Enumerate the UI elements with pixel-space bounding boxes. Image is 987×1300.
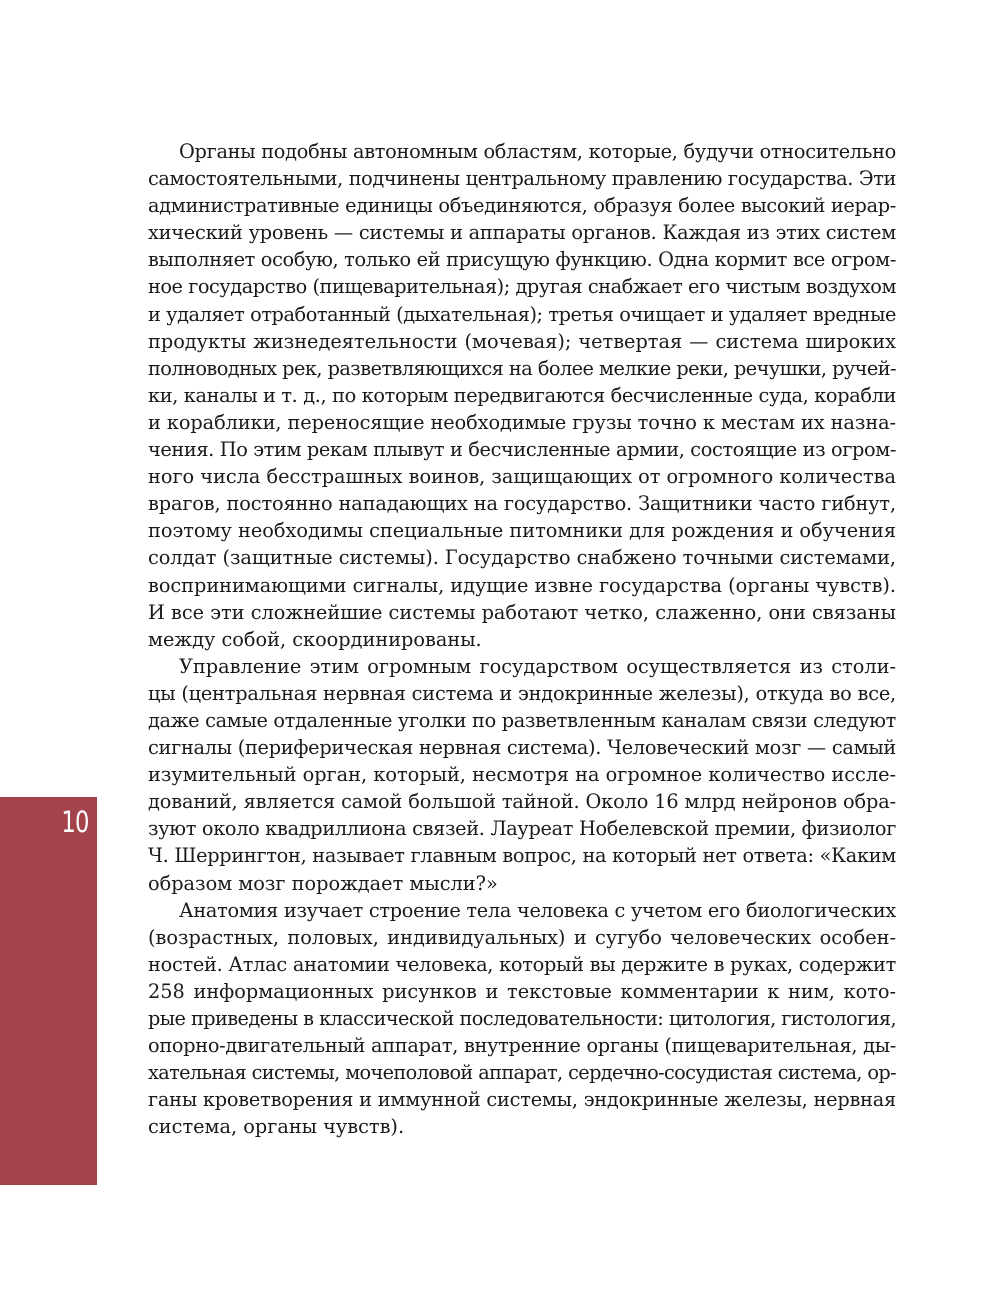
text-line: продукты жизнедеятельности (мочевая); четвертая — система широких (148, 329, 896, 353)
text-line: дований, является самой большой тайной. Около 16 млрд нейронов обра- (148, 790, 896, 814)
body-text (148, 138, 896, 1140)
text-line: изумительный орган, который, несмотря на огромное количество иссле- (148, 763, 896, 787)
text-line: образом мозг порождает мысли?» (148, 871, 498, 895)
text-line: ганы кроветворения и иммунной системы, эндокринные железы, нервная (148, 1088, 896, 1112)
text-line: 258 информационных рисунков и текстовые комментарии к ним, кото- (148, 979, 896, 1003)
text-line: солдат (защитные системы). Государство снабжено точными системами, (148, 546, 896, 570)
text-line: Ч. Шеррингтон, называет главным вопрос, на который нет ответа: «Каким (148, 844, 896, 868)
text-line: самостоятельными, подчинены центральному правлению государства. Эти (148, 167, 896, 191)
text-line: (возрастных, половых, индивидуальных) и сугубо человеческих особен- (148, 925, 896, 949)
text-line: поэтому необходимы специальные питомники для рождения и обучения (148, 519, 896, 543)
text-line: и удаляет отработанный (дыхательная); третья очищает и удаляет вредные (148, 302, 896, 326)
paragraph-3 (148, 897, 896, 1141)
text-line: между собой, скоординированы. (148, 627, 482, 651)
text-line: и кораблики, переносящие необходимые грузы точно к местам их назна- (148, 410, 896, 434)
chapter-side-tab (0, 797, 97, 1185)
text-line: полноводных рек, разветвляющихся на более мелкие реки, речушки, ручей- (148, 356, 896, 380)
text-line: хательная системы, мочеполовой аппарат, сердечно-сосудистая система, ор- (148, 1061, 896, 1085)
text-line: сигналы (периферическая нервная система). Человеческий мозг — самый (148, 736, 896, 760)
text-line: хический уровень — системы и аппараты органов. Каждая из этих систем (148, 221, 896, 245)
text-line: опорно-двигательный аппарат, внутренние органы (пищеварительная, ды- (148, 1034, 896, 1058)
text-line: административные единицы объединяются, образуя более высокий иерар- (148, 194, 896, 218)
text-line: система, органы чувств). (148, 1115, 405, 1139)
text-line: зуют около квадриллиона связей. Лауреат Нобелевской премии, физиолог (148, 817, 896, 841)
paragraph-1 (148, 138, 896, 653)
text-line: цы (центральная нервная система и эндокринные железы), откуда во все, (148, 681, 896, 705)
text-line: ки, каналы и т. д., по которым передвигаются бесчисленные суда, корабли (148, 383, 896, 407)
text-line: ностей. Атлас анатомии человека, который вы держите в руках, содержит (148, 952, 896, 976)
text-line: Анатомия изучает строение тела человека с учетом его биологических (179, 898, 896, 922)
text-line: чения. По этим рекам плывут и бесчисленные армии, состоящие из огром- (148, 438, 896, 462)
paragraph-2 (148, 653, 896, 897)
text-line: выполняет особую, только ей присущую функцию. Одна кормит все огром- (148, 248, 896, 272)
text-line: даже самые отдаленные уголки по разветвленным каналам связи следуют (148, 708, 896, 732)
page-number: 10 (61, 805, 89, 839)
text-line: ное государство (пищеварительная); другая снабжает его чистым воздухом (148, 275, 896, 299)
text-line: Органы подобны автономным областям, которые, будучи относительно (179, 140, 896, 163)
text-line: рые приведены в классической последовательности: цитология, гистология, (148, 1007, 896, 1030)
text-line: Управление этим огромным государством осуществляется из столи- (179, 654, 896, 678)
text-line: воспринимающими сигналы, идущие извне государства (органы чувств). (148, 573, 896, 597)
text-line: И все эти сложнейшие системы работают четко, слаженно, они связаны (148, 600, 896, 624)
text-line: врагов, постоянно нападающих на государство. Защитники часто гибнут, (148, 492, 896, 516)
text-line: ного числа бесстрашных воинов, защищающих от огромного количества (148, 465, 896, 489)
